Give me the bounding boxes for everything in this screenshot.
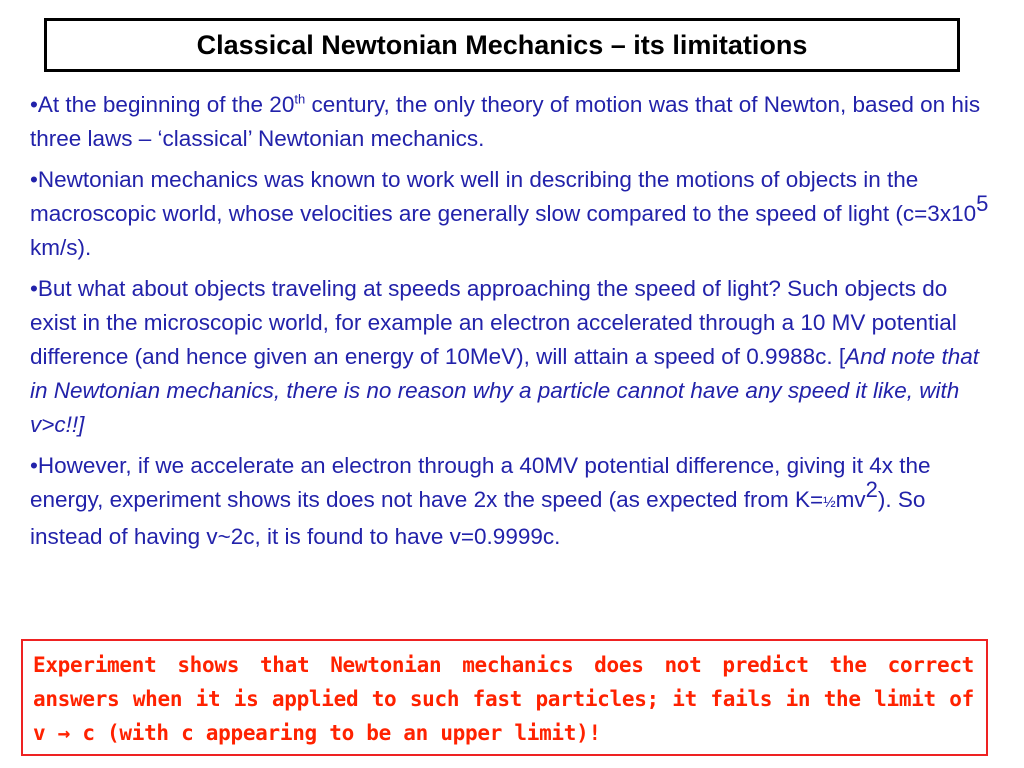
bullet-4-half: ½	[823, 494, 836, 511]
bullet-3	[30, 272, 990, 442]
bullet-2-exponent: 5	[976, 190, 989, 216]
bullet-1-text-end: century, the only theory of motion was that of Newton, based on his three laws – ‘classical’ Newtonian mechanics.	[30, 92, 981, 151]
bullet-4	[30, 449, 990, 554]
bullet-1-text: •At the beginning of the 20	[30, 92, 295, 117]
bullet-1	[30, 88, 990, 156]
bullet-2	[30, 163, 990, 265]
bullet-4-text-end: ). So instead of having v~2c, it is found to have v=0.9999c.	[30, 487, 926, 549]
bullet-list	[30, 88, 990, 561]
bullet-2-text-end: km/s).	[30, 235, 92, 260]
conclusion-callout	[21, 639, 988, 756]
bullet-4-text: •However, if we accelerate an electron through a 40MV potential difference, giving it 4x the energy, experiment shows its does not have 2x the speed (as expected from K=	[30, 453, 931, 512]
bullet-2-text: •Newtonian mechanics was known to work well in describing the motions of objects in the macroscopic world, whose velocities are generally slow compared to the speed of light (c=3x10	[30, 167, 977, 226]
bullet-4-exponent: 2	[865, 476, 878, 502]
bullet-3-text: •But what about objects traveling at speeds approaching the speed of light? Such objects do exist in the microscopic world, for example an electron accelerated through a 10 MV potential difference (and hence given an energy of 10MeV), will attain a speed of 0.9988c. [	[30, 276, 957, 369]
callout-text: Experiment shows that Newtonian mechanics does not predict the correct answers when it is applied to such fast particles; it fails in the limit of v → c (with c appearing to be an upper limit)!	[33, 653, 974, 745]
bullet-3-italic-note: And note that in Newtonian mechanics, there is no reason why a particle cannot have any speed it like, with v>c!!]	[30, 344, 979, 437]
slide-title: Classical Newtonian Mechanics – its limitations	[196, 29, 808, 60]
bullet-4-mv: mv	[835, 487, 866, 512]
title-box	[44, 18, 960, 72]
bullet-1-superscript: th	[294, 91, 306, 107]
